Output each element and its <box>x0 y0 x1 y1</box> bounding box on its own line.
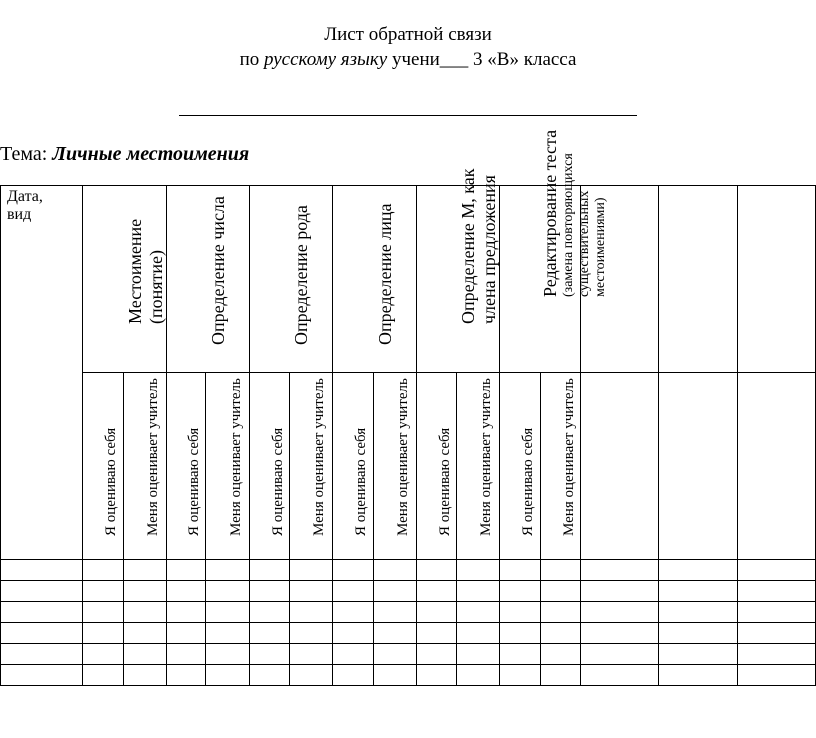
teacher-assessment-label: Меня оценивает учитель <box>478 378 494 536</box>
type-word: вид <box>7 206 32 223</box>
column-header-number-label <box>208 196 229 345</box>
column-header-gender <box>250 186 333 373</box>
table-cell[interactable] <box>83 623 124 644</box>
table-cell[interactable] <box>738 581 816 602</box>
table-cell[interactable] <box>500 560 541 581</box>
table-cell[interactable] <box>124 560 167 581</box>
table-cell[interactable] <box>333 581 374 602</box>
self-assessment-label: Я оцениваю себя <box>186 427 202 536</box>
table-cell[interactable] <box>581 644 659 665</box>
table-row <box>1 602 816 623</box>
header-row <box>1 186 816 373</box>
table-cell[interactable] <box>290 602 333 623</box>
table-cell[interactable] <box>374 560 417 581</box>
table-cell[interactable] <box>541 665 581 686</box>
topic-value: Личные местоимения <box>52 143 250 165</box>
table-cell[interactable] <box>417 644 457 665</box>
table-cell[interactable] <box>457 644 500 665</box>
table-cell[interactable] <box>457 560 500 581</box>
column-header-number-line1: Определение числа <box>208 196 228 345</box>
table-cell[interactable] <box>83 581 124 602</box>
column-header-sentence-member-line2: члена предложения <box>479 175 499 324</box>
name-underline <box>179 115 637 116</box>
table-cell[interactable] <box>417 581 457 602</box>
table-cell[interactable] <box>290 644 333 665</box>
table-cell[interactable] <box>167 644 206 665</box>
table-cell[interactable] <box>457 581 500 602</box>
column-header-person-label <box>375 204 396 346</box>
table-cell[interactable] <box>541 644 581 665</box>
table-cell[interactable] <box>457 665 500 686</box>
column-header-pronoun-label <box>125 219 167 324</box>
table-cell[interactable] <box>541 560 581 581</box>
sheet-title: Лист обратной связи <box>324 24 492 45</box>
subtitle-prefix: по <box>239 49 264 70</box>
table-cell[interactable] <box>374 602 417 623</box>
date-header-label <box>7 188 43 224</box>
self-assessment-label: Я оцениваю себя <box>436 427 453 536</box>
table-cell[interactable] <box>500 665 541 686</box>
blank-subheader-cell <box>659 373 738 560</box>
table-cell[interactable] <box>333 644 374 665</box>
table-cell[interactable] <box>581 665 659 686</box>
column-header-person-line1: Определение лица <box>374 203 395 345</box>
table-cell[interactable] <box>206 644 250 665</box>
column-header-gender-label <box>291 205 312 345</box>
table-cell[interactable] <box>374 623 417 644</box>
table-cell[interactable] <box>500 623 541 644</box>
topic-label: Тема: <box>0 143 53 165</box>
subject-name: русскому языку <box>264 49 388 70</box>
table-cell[interactable] <box>1 581 83 602</box>
table-cell[interactable] <box>83 665 124 686</box>
column-header-sentence-member-label <box>458 169 500 324</box>
teacher-assessment-header-cell <box>124 373 167 560</box>
table-cell[interactable] <box>541 602 581 623</box>
table-cell[interactable] <box>374 644 417 665</box>
teacher-assessment-header-cell <box>374 373 417 560</box>
teacher-assessment-label: Меня оценивает учитель <box>145 378 161 536</box>
table-cell[interactable] <box>250 644 290 665</box>
table-cell[interactable] <box>581 602 659 623</box>
table-cell[interactable] <box>124 581 167 602</box>
table-row <box>1 665 816 686</box>
table-cell[interactable] <box>333 560 374 581</box>
self-assessment-header-cell <box>83 373 124 560</box>
table-cell[interactable] <box>417 560 457 581</box>
table-cell[interactable] <box>738 623 816 644</box>
self-assessment-header-cell <box>333 373 374 560</box>
blank-header-cell <box>659 186 738 373</box>
self-assessment-label: Я оцениваю себя <box>103 427 119 536</box>
column-header-editing-line2: (замена повторяющихся <box>561 153 576 297</box>
self-assessment-label: Я оцениваю себя <box>520 427 536 536</box>
table-cell[interactable] <box>417 665 457 686</box>
table-cell[interactable] <box>581 560 659 581</box>
table-cell[interactable] <box>738 602 816 623</box>
blank-header-cell <box>581 186 659 373</box>
column-header-editing-line4: местоимениями) <box>593 197 608 297</box>
teacher-assessment-label: Меня оценивает учитель <box>395 378 411 536</box>
table-row <box>1 560 816 581</box>
table-cell[interactable] <box>206 602 250 623</box>
column-header-pronoun-line2: (понятие) <box>145 249 166 324</box>
column-header-person <box>333 186 417 373</box>
date-header-cell <box>1 186 83 560</box>
teacher-assessment-header-cell <box>206 373 250 560</box>
table-row <box>1 581 816 602</box>
teacher-assessment-label: Меня оценивает учитель <box>227 378 244 536</box>
blank-subheader-cell <box>581 373 659 560</box>
table-cell[interactable] <box>659 623 738 644</box>
teacher-assessment-header-cell <box>290 373 333 560</box>
table-cell[interactable] <box>206 581 250 602</box>
self-assessment-label: Я оцениваю себя <box>269 427 286 536</box>
table-cell[interactable] <box>374 665 417 686</box>
table-cell[interactable] <box>500 644 541 665</box>
teacher-assessment-header-cell <box>541 373 581 560</box>
table-cell[interactable] <box>83 644 124 665</box>
teacher-assessment-label: Меня оценивает учитель <box>311 378 327 536</box>
table-cell[interactable] <box>290 560 333 581</box>
column-header-editing-line3: существительных <box>577 190 592 297</box>
table-cell[interactable] <box>250 623 290 644</box>
table-cell[interactable] <box>206 665 250 686</box>
blank-subheader-cell <box>738 373 816 560</box>
table-cell[interactable] <box>333 665 374 686</box>
table-cell[interactable] <box>1 665 83 686</box>
table-cell[interactable] <box>167 623 206 644</box>
column-header-pronoun <box>83 186 167 373</box>
column-header-number <box>167 186 250 373</box>
table-cell[interactable] <box>250 581 290 602</box>
table-cell[interactable] <box>417 623 457 644</box>
column-header-sentence-member <box>417 168 500 373</box>
table-cell[interactable] <box>541 623 581 644</box>
table-cell[interactable] <box>659 644 738 665</box>
self-assessment-label: Я оцениваю себя <box>353 427 369 536</box>
table-cell[interactable] <box>290 623 333 644</box>
table-cell[interactable] <box>659 665 738 686</box>
table-cell[interactable] <box>500 602 541 623</box>
sheet-subtitle <box>0 49 816 71</box>
table-cell[interactable] <box>581 623 659 644</box>
self-assessment-header-cell <box>167 373 206 560</box>
table-cell[interactable] <box>541 581 581 602</box>
self-assessment-header-cell <box>500 373 541 560</box>
table-cell[interactable] <box>457 602 500 623</box>
column-header-pronoun-line1: Местоимение <box>124 218 145 324</box>
table-cell[interactable] <box>333 623 374 644</box>
subtitle-suffix: учени___ 3 «В» класса <box>387 49 577 70</box>
table-cell[interactable] <box>659 560 738 581</box>
table-cell[interactable] <box>581 581 659 602</box>
table-cell[interactable] <box>167 665 206 686</box>
table-cell[interactable] <box>1 644 83 665</box>
table-cell[interactable] <box>206 560 250 581</box>
table-cell[interactable] <box>167 560 206 581</box>
table-row <box>1 623 816 644</box>
table-cell[interactable] <box>457 623 500 644</box>
table-cell[interactable] <box>333 602 374 623</box>
table-cell[interactable] <box>124 644 167 665</box>
table-cell[interactable] <box>1 623 83 644</box>
table-cell[interactable] <box>500 581 541 602</box>
table-cell[interactable] <box>83 602 124 623</box>
table-cell[interactable] <box>1 560 83 581</box>
column-header-editing <box>500 129 608 373</box>
teacher-assessment-header-cell <box>457 373 500 560</box>
table-cell[interactable] <box>417 602 457 623</box>
table-cell[interactable] <box>738 560 816 581</box>
table-cell[interactable] <box>659 581 738 602</box>
table-cell[interactable] <box>250 602 290 623</box>
teacher-assessment-label: Меня оценивает учитель <box>560 378 577 536</box>
column-header-editing-line1: Редактирование теста <box>540 129 560 297</box>
table-row <box>1 644 816 665</box>
table-cell[interactable] <box>1 602 83 623</box>
table-cell[interactable] <box>167 602 206 623</box>
table-cell[interactable] <box>83 560 124 581</box>
table-cell[interactable] <box>124 623 167 644</box>
table-cell[interactable] <box>167 581 206 602</box>
table-cell[interactable] <box>206 623 250 644</box>
topic-line <box>0 143 249 166</box>
table-cell[interactable] <box>124 665 167 686</box>
table-cell[interactable] <box>250 665 290 686</box>
subheader-row <box>1 373 816 560</box>
table-cell[interactable] <box>250 560 290 581</box>
table-cell[interactable] <box>738 644 816 665</box>
date-word: Дата, <box>7 188 43 205</box>
column-header-sentence-member-line1: Определение М, как <box>458 168 478 324</box>
table-cell[interactable] <box>738 665 816 686</box>
self-assessment-header-cell <box>417 373 457 560</box>
table-cell[interactable] <box>659 602 738 623</box>
column-header-gender-line1: Определение рода <box>291 205 311 345</box>
table-cell[interactable] <box>290 665 333 686</box>
self-assessment-header-cell <box>250 373 290 560</box>
blank-header-cell <box>738 186 816 373</box>
table-cell[interactable] <box>124 602 167 623</box>
table-cell[interactable] <box>374 581 417 602</box>
table-cell[interactable] <box>290 581 333 602</box>
